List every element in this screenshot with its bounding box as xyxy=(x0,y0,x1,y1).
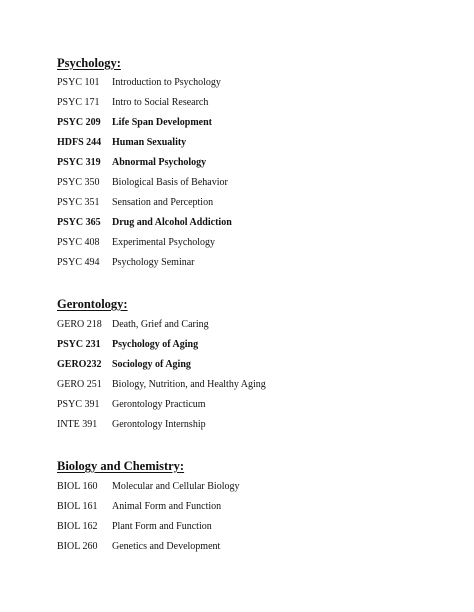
course-code: GERO 218 xyxy=(57,319,102,330)
course-code: PSYC 231 xyxy=(57,339,101,350)
course-code: PSYC 391 xyxy=(57,399,100,410)
course-title: Gerontology Internship xyxy=(112,419,206,430)
course-title: Human Sexuality xyxy=(112,137,187,148)
section-heading-biology-chemistry: Biology and Chemistry: xyxy=(57,459,185,473)
course-title: Introduction to Psychology xyxy=(112,77,221,88)
course-title: Drug and Alcohol Addiction xyxy=(112,217,232,228)
course-title: Death, Grief and Caring xyxy=(112,319,209,330)
course-title: Experimental Psychology xyxy=(112,237,216,248)
section-heading-psychology: Psychology: xyxy=(57,56,121,70)
course-code: PSYC 350 xyxy=(57,177,100,188)
course-code: PSYC 209 xyxy=(57,117,101,128)
course-code: PSYC 365 xyxy=(57,217,101,228)
course-title: Sociology of Aging xyxy=(112,359,191,370)
course-code: GERO 251 xyxy=(57,379,102,390)
course-title: Abnormal Psychology xyxy=(112,157,207,168)
course-code: PSYC 351 xyxy=(57,197,100,208)
course-code: GERO232 xyxy=(57,359,102,370)
course-code: INTE 391 xyxy=(57,419,98,430)
course-title: Animal Form and Function xyxy=(112,501,222,512)
course-code: BIOL 160 xyxy=(57,481,98,492)
course-title: Psychology Seminar xyxy=(112,257,195,268)
course-title: Biology, Nutrition, and Healthy Aging xyxy=(112,379,266,390)
course-code: PSYC 171 xyxy=(57,97,100,108)
course-code: BIOL 260 xyxy=(57,541,98,552)
course-title: Molecular and Cellular Biology xyxy=(112,481,240,492)
course-code: PSYC 319 xyxy=(57,157,101,168)
course-title: Psychology of Aging xyxy=(112,339,199,350)
course-title: Gerontology Practicum xyxy=(112,399,206,410)
course-code: PSYC 494 xyxy=(57,257,100,268)
course-title: Life Span Development xyxy=(112,117,212,128)
course-code: PSYC 101 xyxy=(57,77,100,88)
course-title: Biological Basis of Behavior xyxy=(112,177,228,188)
course-code: HDFS 244 xyxy=(57,137,102,148)
course-title: Plant Form and Function xyxy=(112,521,212,532)
course-code: BIOL 162 xyxy=(57,521,98,532)
course-title: Sensation and Perception xyxy=(112,197,214,208)
course-code: BIOL 161 xyxy=(57,501,98,512)
course-title: Intro to Social Research xyxy=(112,97,209,108)
section-heading-gerontology: Gerontology: xyxy=(57,297,128,311)
course-title: Genetics and Development xyxy=(112,541,221,552)
course-code: PSYC 408 xyxy=(57,237,100,248)
